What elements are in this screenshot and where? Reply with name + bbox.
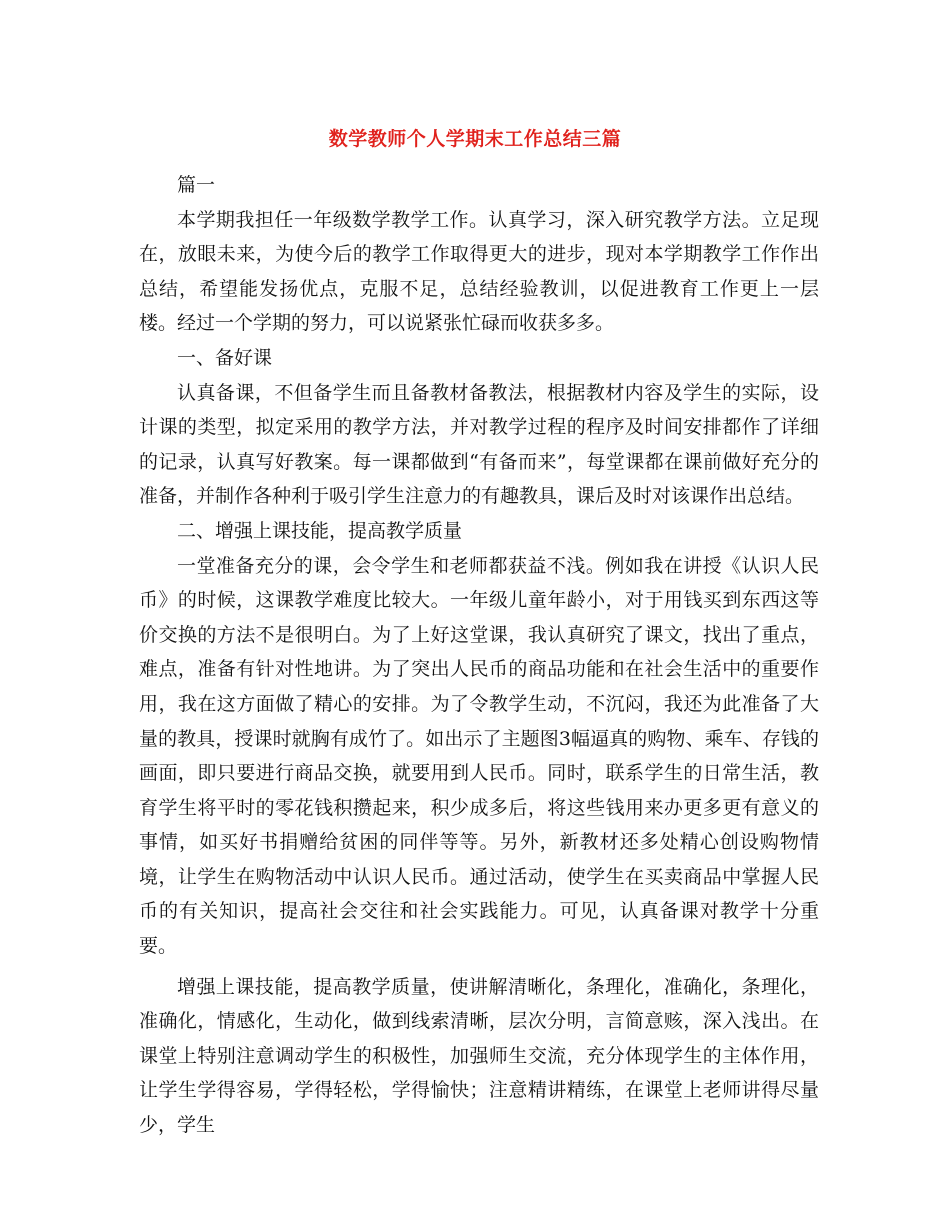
document-title: 数学教师个人学期末工作总结三篇 [328,128,622,150]
heading-prepare-lessons: 一、备好课 [177,346,273,369]
document-body [139,168,819,1143]
section-label: 篇一 [177,174,216,196]
heading-teaching-skills: 二、增强上课技能，提高教学质量 [177,519,463,542]
paragraph-prepare-lessons: 认真备课，不但备学生而且备教材备教法，根据教材内容及学生的实际，设计课的类型，拟定采用的教学方法，并对教学过程的程序及时间安排都作了详细的记录，认真写好教案。每一课都做到“有备而来”，每堂课都在课前做好充分的准备，并制作各种利于吸引学生注意力的有趣教具，课后及时对该课作出总结。 [139,381,819,508]
paragraph-teaching-quality: 增强上课技能，提高教学质量，使讲解清晰化，条理化，准确化，条理化，准确化，情感化，生动化，做到线索清晰，层次分明，言简意赅，深入浅出。在课堂上特别注意调动学生的积极性，加强师生交流，充分体现学生的主体作用，让学生学得容易，学得轻松，学得愉快；注意精讲精练，在课堂上老师讲得尽量少，学生 [139,975,819,1137]
paragraph-intro: 本学期我担任一年级数学教学工作。认真学习，深入研究教学方法。立足现在，放眼未来，为使今后的教学工作取得更大的进步，现对本学期教学工作作出总结，希望能发扬优点，克服不足，总结经验教训，以促进教育工作更上一层楼。经过一个学期的努力，可以说紧张忙碌而收获多多。 [139,208,819,335]
paragraph-rmb-lesson: 一堂准备充分的课，会令学生和老师都获益不浅。例如我在讲授《认识人民币》的时候，这课教学难度比较大。一年级儿童年龄小，对于用钱买到东西这等价交换的方法不是很明白。为了上好这堂课，我认真研究了课文，找出了重点，难点，准备有针对性地讲。为了突出人民币的商品功能和在社会生活中的重要作用，我在这方面做了精心的安排。为了令教学生动，不沉闷，我还为此准备了大量的教具，授课时就胸有成竹了。如出示了主题图3幅逼真的购物、乘车、存钱的画面，即只要进行商品交换，就要用到人民币。同时，联系学生的日常生活，教育学生将平时的零花钱积攒起来，积少成多后，将这些钱用来办更多更有意义的事情，如买好书捐赠给贫困的同伴等等。另外，新教材还多处精心创设购物情境，让学生在购物活动中认识人民币。通过活动，使学生在买卖商品中掌握人民币的有关知识，提高社会交往和社会实践能力。可见，认真备课对教学十分重要。 [139,554,819,958]
